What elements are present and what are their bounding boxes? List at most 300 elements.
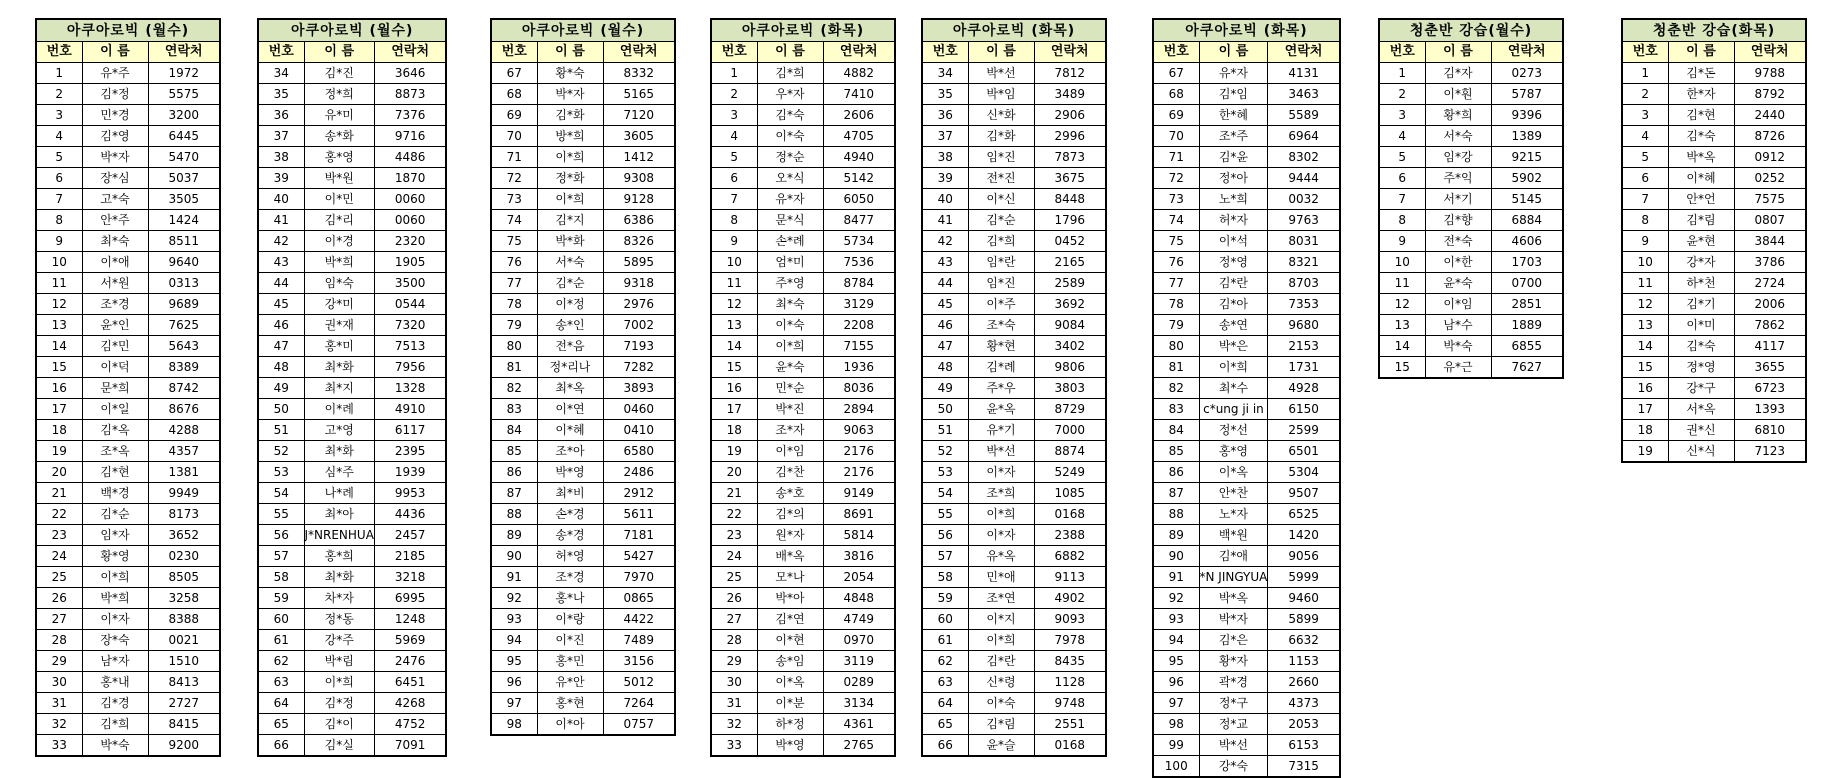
contact-cell: 3129	[823, 294, 895, 315]
contact-cell: 4848	[823, 588, 895, 609]
contact-cell: 2176	[823, 462, 895, 483]
name-cell: 이*임	[1425, 294, 1491, 315]
name-cell: 정*동	[304, 609, 374, 630]
row-number-cell: 64	[922, 693, 968, 714]
table-row	[1153, 336, 1340, 357]
row-number-cell: 50	[922, 399, 968, 420]
table-row	[258, 273, 446, 294]
name-cell: 이*경	[304, 231, 374, 252]
row-number-cell: 31	[711, 693, 757, 714]
contact-cell: 8321	[1268, 252, 1340, 273]
contact-col-header: 연락처	[1734, 42, 1806, 63]
name-cell: 김*의	[757, 504, 823, 525]
contact-cell: 9640	[148, 252, 220, 273]
contact-cell: 2906	[1034, 105, 1106, 126]
contact-cell: 2176	[823, 441, 895, 462]
contact-cell: 2765	[823, 735, 895, 757]
contact-cell: 4752	[374, 714, 446, 735]
row-number-cell: 90	[491, 546, 537, 567]
row-number-cell: 6	[1622, 168, 1668, 189]
contact-cell: 0313	[148, 273, 220, 294]
row-number-cell: 28	[711, 630, 757, 651]
name-cell: 김*순	[968, 210, 1034, 231]
row-number-cell: 35	[258, 84, 304, 105]
name-cell: 박*희	[304, 252, 374, 273]
name-cell: 이*숙	[757, 126, 823, 147]
contact-cell: 5611	[603, 504, 675, 525]
column-header-row	[922, 42, 1106, 63]
contact-cell: 3119	[823, 651, 895, 672]
row-number-cell: 21	[711, 483, 757, 504]
table-row	[491, 357, 675, 378]
row-number-cell: 75	[1153, 231, 1199, 252]
row-number-cell: 33	[711, 735, 757, 757]
name-cell: 이*일	[82, 399, 148, 420]
table-row	[922, 630, 1106, 651]
table-row	[711, 672, 895, 693]
name-cell: 윤*숙	[757, 357, 823, 378]
table-row	[1622, 273, 1806, 294]
number-col-header: 번호	[711, 42, 757, 63]
name-cell: 김*민	[82, 336, 148, 357]
name-cell: 임*자	[82, 525, 148, 546]
row-number-cell: 14	[36, 336, 82, 357]
contact-cell: 2006	[1734, 294, 1806, 315]
name-cell: 박*숙	[1425, 336, 1491, 357]
name-cell: 임*진	[968, 147, 1034, 168]
row-number-cell: 77	[1153, 273, 1199, 294]
name-cell: 박*화	[537, 231, 603, 252]
row-number-cell: 27	[36, 609, 82, 630]
contact-cell: 0273	[1491, 63, 1563, 84]
table-row	[258, 210, 446, 231]
row-number-cell: 72	[1153, 168, 1199, 189]
row-number-cell: 43	[258, 252, 304, 273]
name-cell: 이*덕	[82, 357, 148, 378]
name-cell: 손*경	[537, 504, 603, 525]
contact-cell: 5249	[1034, 462, 1106, 483]
name-cell: 서*숙	[1425, 126, 1491, 147]
contact-cell: 4902	[1034, 588, 1106, 609]
table-row	[1153, 168, 1340, 189]
contact-cell: 9763	[1268, 210, 1340, 231]
contact-cell: 7489	[603, 630, 675, 651]
table-row	[1379, 168, 1563, 189]
table-title: 청춘반 강습(화목)	[1622, 19, 1806, 42]
table-row	[1379, 315, 1563, 336]
row-number-cell: 72	[491, 168, 537, 189]
table-row	[36, 420, 220, 441]
contact-cell: 9716	[374, 126, 446, 147]
name-cell: 박*옥	[1199, 588, 1268, 609]
table-row	[711, 210, 895, 231]
contact-cell: 8332	[603, 63, 675, 84]
number-col-header: 번호	[1622, 42, 1668, 63]
name-cell: 윤*옥	[968, 399, 1034, 420]
name-cell: 권*신	[1668, 420, 1734, 441]
row-number-cell: 12	[1622, 294, 1668, 315]
contact-cell: 2153	[1268, 336, 1340, 357]
row-number-cell: 34	[922, 63, 968, 84]
name-cell: 송*연	[1199, 315, 1268, 336]
name-cell: 김*순	[537, 273, 603, 294]
column-header-row	[1379, 42, 1563, 63]
row-number-cell: 50	[258, 399, 304, 420]
table-row	[711, 273, 895, 294]
table-row	[36, 315, 220, 336]
table-row	[1153, 462, 1340, 483]
contact-cell: 7353	[1268, 294, 1340, 315]
name-cell: 모*나	[757, 567, 823, 588]
table-row	[1379, 273, 1563, 294]
contact-cell: 9200	[148, 735, 220, 757]
contact-cell: 8302	[1268, 147, 1340, 168]
name-cell: 주*영	[757, 273, 823, 294]
row-number-cell: 85	[1153, 441, 1199, 462]
table-row	[922, 231, 1106, 252]
contact-cell: 1972	[148, 63, 220, 84]
row-number-cell: 14	[711, 336, 757, 357]
table-row	[1153, 294, 1340, 315]
row-number-cell: 6	[1379, 168, 1425, 189]
row-number-cell: 95	[1153, 651, 1199, 672]
table-row	[491, 420, 675, 441]
row-number-cell: 100	[1153, 756, 1199, 778]
name-cell: 이*희	[82, 567, 148, 588]
table-row	[922, 504, 1106, 525]
table-row	[491, 294, 675, 315]
row-number-cell: 89	[491, 525, 537, 546]
name-cell: 원*자	[757, 525, 823, 546]
table-row	[1379, 84, 1563, 105]
table-row	[1153, 756, 1340, 778]
table-title-row	[922, 19, 1106, 42]
contact-cell: 7181	[603, 525, 675, 546]
contact-cell: 1128	[1034, 672, 1106, 693]
table-row	[36, 147, 220, 168]
contact-cell: 9215	[1491, 147, 1563, 168]
row-number-cell: 11	[1622, 273, 1668, 294]
table-row	[258, 546, 446, 567]
table-row	[258, 252, 446, 273]
name-cell: 박*자	[1199, 609, 1268, 630]
row-number-cell: 1	[1622, 63, 1668, 84]
name-cell: 이*지	[968, 609, 1034, 630]
contact-cell: 3402	[1034, 336, 1106, 357]
contact-cell: 4928	[1268, 378, 1340, 399]
row-number-cell: 10	[711, 252, 757, 273]
table-row	[922, 126, 1106, 147]
table-row	[36, 84, 220, 105]
table-row	[258, 567, 446, 588]
row-number-cell: 40	[258, 189, 304, 210]
row-number-cell: 5	[1379, 147, 1425, 168]
contact-col-header: 연락처	[374, 42, 446, 63]
contact-cell: 5734	[823, 231, 895, 252]
contact-cell: 8511	[148, 231, 220, 252]
row-number-cell: 82	[491, 378, 537, 399]
contact-cell: 8448	[1034, 189, 1106, 210]
name-cell: 강*구	[1668, 378, 1734, 399]
contact-cell: 4486	[374, 147, 446, 168]
row-number-cell: 55	[922, 504, 968, 525]
row-number-cell: 9	[711, 231, 757, 252]
name-cell: 박*자	[82, 147, 148, 168]
table-row	[711, 168, 895, 189]
name-cell: 김*경	[82, 693, 148, 714]
name-cell: 박*옥	[1668, 147, 1734, 168]
contact-cell: 4606	[1491, 231, 1563, 252]
table-row	[1153, 252, 1340, 273]
name-cell: 서*옥	[1668, 399, 1734, 420]
name-cell: 박*원	[304, 168, 374, 189]
row-number-cell: 12	[36, 294, 82, 315]
name-cell: 이*희	[304, 672, 374, 693]
table-row	[922, 651, 1106, 672]
row-number-cell: 16	[1622, 378, 1668, 399]
contact-cell: 2395	[374, 441, 446, 462]
name-cell: 김*란	[1199, 273, 1268, 294]
row-number-cell: 47	[258, 336, 304, 357]
contact-cell: 3218	[374, 567, 446, 588]
contact-cell: 1393	[1734, 399, 1806, 420]
row-number-cell: 22	[36, 504, 82, 525]
name-cell: 김*희	[82, 714, 148, 735]
table-row	[922, 588, 1106, 609]
name-cell: 안*언	[1668, 189, 1734, 210]
name-cell: 송*임	[757, 651, 823, 672]
row-number-cell: 48	[922, 357, 968, 378]
name-cell: 이*옥	[757, 672, 823, 693]
row-number-cell: 79	[1153, 315, 1199, 336]
contact-cell: 9396	[1491, 105, 1563, 126]
table-row	[491, 651, 675, 672]
name-cell: 방*희	[537, 126, 603, 147]
contact-cell: 1153	[1268, 651, 1340, 672]
name-cell: 최*수	[1199, 378, 1268, 399]
contact-cell: 1510	[148, 651, 220, 672]
contact-col-header: 연락처	[603, 42, 675, 63]
contact-cell: 0032	[1268, 189, 1340, 210]
contact-cell: 7315	[1268, 756, 1340, 778]
name-cell: 김*현	[82, 462, 148, 483]
name-cell: 유*자	[757, 189, 823, 210]
name-cell: 이*자	[968, 462, 1034, 483]
contact-cell: 9806	[1034, 357, 1106, 378]
row-number-cell: 21	[36, 483, 82, 504]
table-row	[258, 105, 446, 126]
row-number-cell: 37	[258, 126, 304, 147]
name-cell: 김*화	[537, 105, 603, 126]
table-row	[491, 105, 675, 126]
row-number-cell: 4	[36, 126, 82, 147]
row-number-cell: 59	[922, 588, 968, 609]
name-cell: 조*주	[1199, 126, 1268, 147]
contact-cell: 1424	[148, 210, 220, 231]
name-cell: 김*지	[537, 210, 603, 231]
contact-cell: 9444	[1268, 168, 1340, 189]
name-cell: 윤*숙	[1425, 273, 1491, 294]
row-number-cell: 67	[491, 63, 537, 84]
name-cell: 김*례	[968, 357, 1034, 378]
name-cell: 조*경	[537, 567, 603, 588]
table-row	[491, 147, 675, 168]
contact-cell: 8874	[1034, 441, 1106, 462]
name-cell: 최*비	[537, 483, 603, 504]
table-row	[36, 252, 220, 273]
row-number-cell: 3	[1622, 105, 1668, 126]
name-cell: 박*영	[757, 735, 823, 757]
row-number-cell: 45	[922, 294, 968, 315]
row-number-cell: 2	[711, 84, 757, 105]
contact-cell: 7536	[823, 252, 895, 273]
name-cell: 주*익	[1425, 168, 1491, 189]
row-number-cell: 8	[1622, 210, 1668, 231]
table-row	[491, 588, 675, 609]
table-row	[1153, 210, 1340, 231]
row-number-cell: 56	[258, 525, 304, 546]
row-number-cell: 9	[1622, 231, 1668, 252]
name-cell: 이*연	[537, 399, 603, 420]
contact-cell: 9949	[148, 483, 220, 504]
name-cell: 최*화	[304, 357, 374, 378]
contact-cell: 9788	[1734, 63, 1806, 84]
name-cell: 김*자	[1425, 63, 1491, 84]
table-row	[258, 441, 446, 462]
table-row	[922, 672, 1106, 693]
table-row	[258, 483, 446, 504]
name-cell: 이*희	[757, 336, 823, 357]
row-number-cell: 91	[491, 567, 537, 588]
table-row	[1153, 273, 1340, 294]
table-row	[258, 294, 446, 315]
contact-cell: 4373	[1268, 693, 1340, 714]
row-number-cell: 67	[1153, 63, 1199, 84]
row-number-cell: 13	[1622, 315, 1668, 336]
table-row	[491, 273, 675, 294]
table-row	[1379, 210, 1563, 231]
row-number-cell: 12	[711, 294, 757, 315]
row-number-cell: 24	[36, 546, 82, 567]
contact-cell: 9748	[1034, 693, 1106, 714]
name-cell: 윤*슬	[968, 735, 1034, 757]
name-cell: 엄*미	[757, 252, 823, 273]
name-cell: J*NRENHUA	[304, 525, 374, 546]
roster-table-4	[710, 18, 896, 757]
name-cell: 최*화	[304, 567, 374, 588]
contact-cell: 4288	[148, 420, 220, 441]
name-cell: 전*숙	[1425, 231, 1491, 252]
contact-cell: 7956	[374, 357, 446, 378]
contact-cell: 4422	[603, 609, 675, 630]
contact-cell: 1703	[1491, 252, 1563, 273]
name-cell: 송*호	[757, 483, 823, 504]
name-cell: 정*교	[1199, 714, 1268, 735]
name-cell: 홍*현	[537, 693, 603, 714]
table-row	[922, 609, 1106, 630]
contact-cell: 7320	[374, 315, 446, 336]
row-number-cell: 49	[258, 378, 304, 399]
name-cell: 이*진	[537, 630, 603, 651]
contact-cell: 3505	[148, 189, 220, 210]
name-cell: 김*리	[304, 210, 374, 231]
row-number-cell: 70	[491, 126, 537, 147]
contact-cell: 2851	[1491, 294, 1563, 315]
name-cell: 이*아	[537, 714, 603, 736]
row-number-cell: 93	[491, 609, 537, 630]
name-cell: 송*경	[537, 525, 603, 546]
contact-cell: 1412	[603, 147, 675, 168]
table-row	[36, 378, 220, 399]
row-number-cell: 73	[491, 189, 537, 210]
row-number-cell: 83	[491, 399, 537, 420]
row-number-cell: 4	[1622, 126, 1668, 147]
row-number-cell: 18	[36, 420, 82, 441]
name-cell: 조*연	[968, 588, 1034, 609]
contact-cell: 6580	[603, 441, 675, 462]
row-number-cell: 96	[1153, 672, 1199, 693]
table-row	[491, 252, 675, 273]
row-number-cell: 32	[36, 714, 82, 735]
contact-cell: 5589	[1268, 105, 1340, 126]
table-row	[922, 294, 1106, 315]
table-row	[491, 378, 675, 399]
name-cell: 이*신	[968, 189, 1034, 210]
row-number-cell: 83	[1153, 399, 1199, 420]
contact-cell: 0060	[374, 189, 446, 210]
table-row	[711, 630, 895, 651]
row-number-cell: 24	[711, 546, 757, 567]
table-row	[491, 609, 675, 630]
name-cell: 정*선	[1199, 420, 1268, 441]
table-row	[1622, 441, 1806, 463]
name-cell: 김*아	[1199, 294, 1268, 315]
contact-cell: 0460	[603, 399, 675, 420]
name-cell: 배*옥	[757, 546, 823, 567]
table-row	[711, 63, 895, 84]
name-cell: c*ung ji in	[1199, 399, 1268, 420]
name-cell: 장*심	[82, 168, 148, 189]
name-cell: 이*옥	[1199, 462, 1268, 483]
contact-cell: 6451	[374, 672, 446, 693]
table-row	[922, 567, 1106, 588]
table-title-row	[36, 19, 220, 42]
row-number-cell: 59	[258, 588, 304, 609]
row-number-cell: 6	[36, 168, 82, 189]
name-cell: 정*아	[1199, 168, 1268, 189]
table-row	[1153, 420, 1340, 441]
table-title-row	[491, 19, 675, 42]
table-row	[922, 252, 1106, 273]
name-cell: 김*연	[757, 609, 823, 630]
table-row	[491, 630, 675, 651]
name-cell: 정*구	[1199, 693, 1268, 714]
table-row	[922, 147, 1106, 168]
table-row	[258, 420, 446, 441]
table-row	[258, 63, 446, 84]
row-number-cell: 16	[711, 378, 757, 399]
contact-cell: 7862	[1734, 315, 1806, 336]
table-row	[258, 630, 446, 651]
table-row	[36, 483, 220, 504]
contact-cell: 6150	[1268, 399, 1340, 420]
name-cell: 서*원	[82, 273, 148, 294]
name-cell: 김*정	[304, 693, 374, 714]
row-number-cell: 15	[1379, 357, 1425, 379]
row-number-cell: 27	[711, 609, 757, 630]
table-row	[711, 126, 895, 147]
row-number-cell: 52	[922, 441, 968, 462]
